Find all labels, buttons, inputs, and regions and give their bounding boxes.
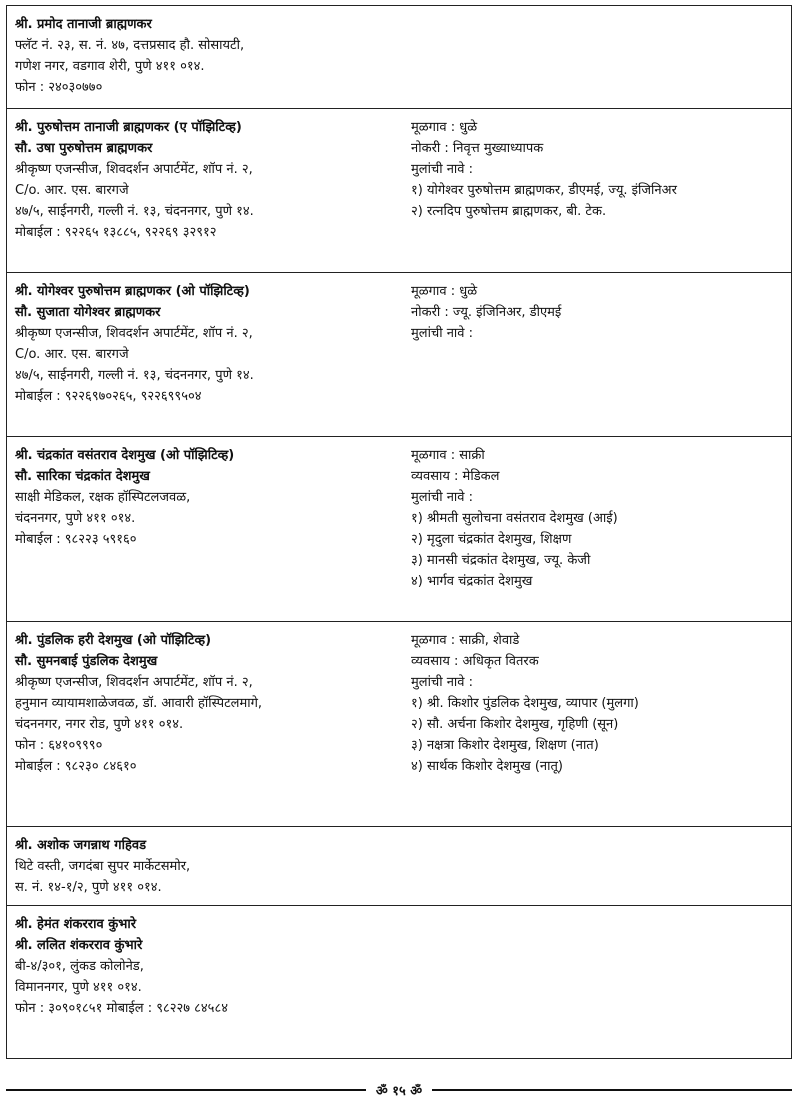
detail-line: फोन : ३०९०१८५१ मोबाईल : ९८२२७ ८४५८४ [15,1001,228,1016]
detail-line: २) मृदुला चंद्रकांत देशमुख, शिक्षण [411,532,572,547]
family-details [405,835,791,897]
directory-table [6,5,792,1059]
detail-line: मूळगाव : साक्री, शेवाडे [411,633,520,648]
person-name: सौ. उषा पुरुषोत्तम ब्राह्मणकर [15,141,153,156]
person-name: श्री. हेमंत शंकरराव कुंभारे [15,917,137,932]
detail-line: मोबाईल : ९२२६९७०२६५, ९२२६९९५०४ [15,389,202,404]
directory-entry [7,906,791,1058]
detail-line: मुलांची नावे : [411,675,474,690]
detail-line: C/o. आर. एस. बारगजे [15,347,129,362]
person-name: श्री. पुंडलिक हरी देशमुख (ओ पॉझिटिव्ह) [15,633,212,648]
detail-line: मूळगाव : धुळे [411,284,478,299]
page-footer [6,1078,792,1102]
detail-line: २) रत्नदिप पुरुषोत्तम ब्राह्मणकर, बी. टेक. [411,204,607,219]
detail-line: फोन : ६४१०९९९० [15,738,103,753]
detail-line: ४) सार्थक किशोर देशमुख (नातू) [411,759,563,774]
detail-line: C/o. आर. एस. बारगजे [15,183,129,198]
detail-line: हनुमान व्यायामशाळेजवळ, डॉ. आवारी हॉस्पिटलमागे, [15,696,263,711]
detail-line: ३) मानसी चंद्रकांत देशमुख, ज्यू. केजी [411,553,591,568]
detail-line: फ्लॅट नं. २३, स. नं. ४७, दत्तप्रसाद हौ. सोसायटी, [15,38,245,53]
family-details [405,445,791,613]
footer-rule-left [6,1089,366,1091]
detail-line: स. नं. १४-१/२, पुणे ४११ ०१४. [15,880,162,895]
detail-line: व्यवसाय : मेडिकल [411,469,500,484]
detail-line: ३) नक्षत्रा किशोर देशमुख, शिक्षण (नात) [411,738,599,753]
detail-line: १) श्री. किशोर पुंडलिक देशमुख, व्यापार (मुलगा) [411,696,639,711]
family-details [405,914,791,1050]
directory-entry [7,437,791,622]
detail-line: मुलांची नावे : [411,162,474,177]
contact-details [15,281,405,428]
detail-line: नोकरी : निवृत्त मुख्याध्यापक [411,141,544,156]
directory-entry [7,109,791,273]
family-details [405,14,791,100]
person-name: श्री. ललित शंकरराव कुंभारे [15,938,143,953]
detail-line: फोन : २४०३०७७० [15,80,103,95]
detail-line: २) सौ. अर्चना किशोर देशमुख, गृहिणी (सून) [411,717,619,732]
family-details [405,117,791,264]
detail-line: बी-४/३०१, लुंकड कोलोनेड, [15,959,144,974]
detail-line: चंदननगर, नगर रोड, पुणे ४११ ०१४. [15,717,184,732]
detail-line: विमाननगर, पुणे ४११ ०१४. [15,980,142,995]
directory-entry [7,273,791,437]
person-name: श्री. चंद्रकांत वसंतराव देशमुख (ओ पॉझिटिव्ह) [15,448,235,463]
page-number: ॐ १५ ॐ [375,1084,423,1099]
person-name: श्री. प्रमोद तानाजी ब्राह्मणकर [15,17,152,32]
detail-line: साक्षी मेडिकल, रक्षक हॉस्पिटलजवळ, [15,490,191,505]
detail-line: मूळगाव : धुळे [411,120,478,135]
family-details [405,281,791,428]
detail-line: मुलांची नावे : [411,326,474,341]
contact-details [15,630,405,818]
directory-entry [7,827,791,906]
detail-line: नोकरी : ज्यू. इंजिनिअर, डीएमई [411,305,562,320]
detail-line: श्रीकृष्ण एजन्सीज, शिवदर्शन अपार्टमेंट, शॉप नं. २, [15,675,253,690]
contact-details [15,914,405,1050]
directory-entry [7,622,791,827]
directory-entry [7,6,791,109]
contact-details [15,117,405,264]
person-name: श्री. अशोक जगन्नाथ गहिवड [15,838,147,853]
detail-line: थिटे वस्ती, जगदंबा सुपर मार्केटसमोर, [15,859,191,874]
detail-line: १) योगेश्वर पुरुषोत्तम ब्राह्मणकर, डीएमई, ज्यू. इंजिनिअर [411,183,677,198]
detail-line: मूळगाव : साक्री [411,448,485,463]
detail-line: मोबाईल : ९८२२३ ५९१६० [15,532,137,547]
detail-line: ४७/५, साईनगरी, गल्ली नं. १३, चंदननगर, पुणे १४. [15,204,254,219]
detail-line: श्रीकृष्ण एजन्सीज, शिवदर्शन अपार्टमेंट, शॉप नं. २, [15,162,253,177]
footer-rule-right [432,1089,792,1091]
detail-line: ४७/५, साईनगरी, गल्ली नं. १३, चंदननगर, पुणे १४. [15,368,254,383]
person-name: सौ. सारिका चंद्रकांत देशमुख [15,469,150,484]
person-name: सौ. सुमनबाई पुंडलिक देशमुख [15,654,158,669]
contact-details [15,14,405,100]
detail-line: चंदननगर, पुणे ४११ ०१४. [15,511,136,526]
contact-details [15,835,405,897]
detail-line: गणेश नगर, वडगाव शेरी, पुणे ४११ ०१४. [15,59,205,74]
person-name: श्री. योगेश्वर पुरुषोत्तम ब्राह्मणकर (ओ पॉझिटिव्ह) [15,284,250,299]
contact-details [15,445,405,613]
detail-line: मोबाईल : ९८२३० ८४६१० [15,759,137,774]
person-name: श्री. पुरुषोत्तम तानाजी ब्राह्मणकर (ए पॉझिटिव्ह) [15,120,242,135]
family-details [405,630,791,818]
detail-line: मोबाईल : ९२२६५ १३८८५, ९२२६९ ३२९१२ [15,225,217,240]
person-name: सौ. सुजाता योगेश्वर ब्राह्मणकर [15,305,161,320]
detail-line: व्यवसाय : अधिकृत वितरक [411,654,539,669]
detail-line: मुलांची नावे : [411,490,474,505]
detail-line: श्रीकृष्ण एजन्सीज, शिवदर्शन अपार्टमेंट, शॉप नं. २, [15,326,253,341]
detail-line: ४) भार्गव चंद्रकांत देशमुख [411,574,533,589]
detail-line: १) श्रीमती सुलोचना वसंतराव देशमुख (आई) [411,511,618,526]
